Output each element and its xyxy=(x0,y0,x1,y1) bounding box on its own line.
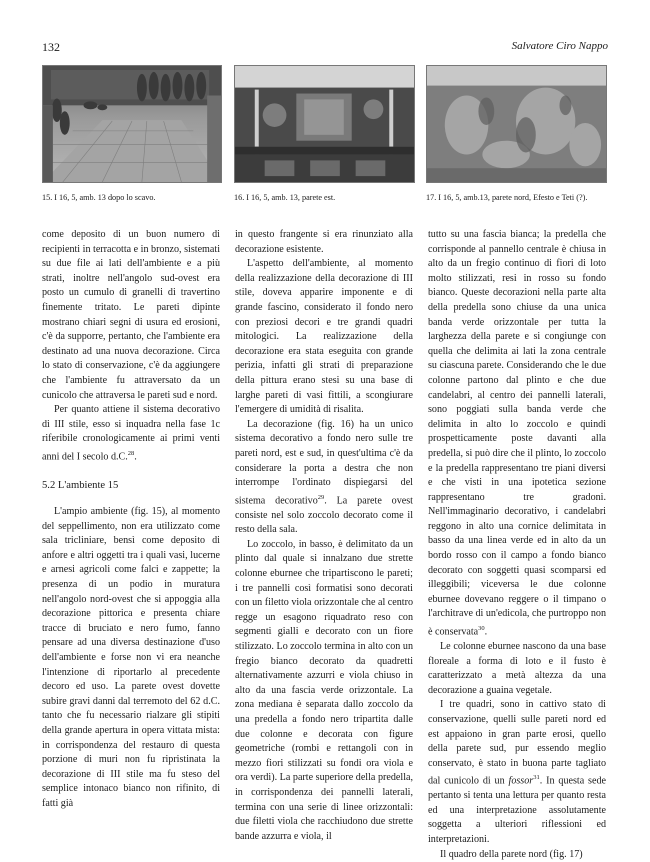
paragraph-text: . La parete ovest consiste nel solo zoccolo decorato come il resto della sala. xyxy=(235,495,413,536)
section-heading xyxy=(42,479,220,494)
figure-16-photo xyxy=(234,65,415,183)
paragraph-text: La decorazione (fig. 16) ha un unico sistema decorativo a fondo nero sulle tre pareti nord, est e sud, in quest'ultima c'è da considerare la porta a destra che non interrompe l'ordinato dispiegarsi del sistema decorativo xyxy=(235,418,413,507)
excavation-photo xyxy=(43,66,221,182)
page-number: 132 xyxy=(42,40,60,54)
paragraph xyxy=(428,228,606,640)
footnote-ref: 28 xyxy=(127,449,135,457)
figure-17 xyxy=(426,65,607,202)
paragraph xyxy=(42,403,220,465)
text-column-1 xyxy=(42,228,220,812)
footnote-ref: 29 xyxy=(317,493,325,501)
paragraph: in questo frangente si era rinunziato alla decorazione esistente. xyxy=(235,229,413,255)
figure-15 xyxy=(42,65,222,202)
paragraph: Lo zoccolo, in basso, è delimitato da un plinto dal quale si innalzano due strette colonne eburnee che tripartiscono le pareti; i tre pannelli così formatisi sono decorati con un filetto viola orizzontale che al centro regge un esagono riquadrato reso con segmenti gialli e decorato con un fiore stilizzato. Lo zoccolo termina in alto con un fregio bianco decorato da quadretti alternativamente azzurri e viola chiuso in alto da una fascia verde orizzontale. La zona mediana è separata dallo zoccolo da una predella a fondo nero tripartita dalle due colonne e decorata con figure geometriche (rombi e rettangoli con in mezzo fiori stilizzati su fondi ora viola e ora verdi). La parte superiore della predella, in corrispondenza dei pannelli laterali, termina con una serie di linee orizzontali: due filetti viola che racchiudono due strette bande azzurra e viola, il xyxy=(235,538,413,842)
paragraph-text: . In questa sede pertanto si tenta una lettura per quanto resta ed una interpretazione assolutamente soggetta a ulteriori riflessioni ed interpretazioni. xyxy=(428,775,606,846)
figure-16 xyxy=(234,65,415,202)
text-column-2 xyxy=(235,228,413,844)
figure-17-caption: 17. I 16, 5, amb.13, parete nord, Efesto e Teti (?). xyxy=(426,193,588,202)
paragraph-text: . xyxy=(134,451,137,463)
paragraph-text: tutto su una fascia bianca; la predella che corrisponde al pannello centrale è chiusa in alto da un fregio continuo di fiori di loto molto stilizzati, resi in rosso su fondo bianco. Queste decorazioni nella parte alta della predella sono chiuse da una unica banda verde orizzontale per tutta la larghezza della parete e si congiunge con quella che delimita ai lati la zona centrale su ciascuna parete. Considerando che le due colonne partono dal plinto e che due candelabri, al centro dei pannelli laterali, sono poggiati sulla banda verde che delimita in alto lo zoccolo e quindi prospetticamente poste davanti alla predella, si può dire che il plinto, lo zoccolo e la predella rappresentano tre piani diversi e che visti in una ipotetica sezione rappresentano tre gradoni. Nell'immaginario decorativo, i candelabri reggono in alto una cornice delimitata in basso da una linea verde ed in alto da un bordo rosso con il campo a fondo bianco decorato con soggetti quasi scomparsi ed illeggibili; viceversa le due colonne eburnee dovevano reggere o il timpano o l'architrave di un'edicola, che purtroppo non è conservata xyxy=(428,229,606,638)
paragraph: L'aspetto dell'ambiente, al momento della realizzazione della decorazione di III stile, doveva apparire imponente e di grande fascino, considerato il fondo nero con preziosi decori e tre grandi quadri mitologici. La realizzazione della decorazione era stata eseguita con grande perizia, infatti gli strati di preparazione della pittura erano stesi su una base di larghe pareti di vasi fittili, a scongiurare l'emergere di umidità di risalita. xyxy=(235,258,413,416)
wall-painting-photo xyxy=(235,66,414,182)
footnote-ref: 31 xyxy=(533,774,540,782)
paragraph-text: I tre quadri, sono in cattivo stato di conservazione, quelli sulle pareti nord ed est appaiono in gran parte erosi, quello della parete sud, pur essendo meglio conservato, è stato in buona parte tagliato dal cunicolo di un xyxy=(428,699,606,787)
running-head: Salvatore Ciro Nappo xyxy=(511,40,608,52)
text-column-3 xyxy=(428,228,606,862)
italic-term: fossor xyxy=(508,775,534,787)
paragraph-text: Per quanto attiene il sistema decorativo di III stile, esso si inquadra nella fase 1c riferibile cronologicamente ai primi venti anni del I secolo d.C. xyxy=(42,404,220,463)
figure-15-photo xyxy=(42,65,222,183)
fresco-photo xyxy=(427,66,606,182)
paragraph xyxy=(235,418,413,538)
section-heading-text: 5.2 L'ambiente 15 xyxy=(42,480,119,492)
figure-17-photo xyxy=(426,65,607,183)
page-header xyxy=(42,40,608,56)
paragraph xyxy=(428,698,606,847)
paragraph: Il quadro della parete nord (fig. 17) xyxy=(440,848,583,860)
figure-15-caption: 15. I 16, 5, amb. 13 dopo lo scavo. xyxy=(42,193,156,202)
paragraph: come deposito di un buon numero di recipienti in terracotta e in bronzo, sistemati su due file ai lati dell'ambiente e a più strati, inoltre nell'angolo sud-ovest era posto un cumulo di granelli di travertino finemente tritato. Le pareti dipinte mostrano chiari segni di usura ed erosioni, c'è da supporre, pertanto, che l'ambiente era destinato ad una nuova decorazione. Circa lo stato di conservazione, c'è da aggiungere che l'ambiente fu attraversato da un cunicolo che attraversa le pareti sud e nord. xyxy=(42,229,220,401)
paragraph: L'ampio ambiente (fig. 15), al momento del seppellimento, non era utilizzato come sala tricliniare, bensì come deposito di anfore e altri oggetti tra i quali vasi, lucerne e arnesi agricoli come falci e zappette; la presenza di un podio in muratura nell'angolo nord-ovest che si appoggia alla decorazione pittorica e presenta chiare tracce di bruciato e nero fumo, fanno pensare ad una diversa destinazione d'uso dell'ambiente e forse non vi era neanche l'intenzione di riportarlo al precedente decoro ed uso. La parete ovest dovette subire gravi danni dal terremoto del 62 d.C. tanto che fu necessario rialzare gli stipiti della grande apertura in opera vittata mista: in corrispondenza del restauro di questa porzione di muri non fu ripristinata la decorazione di III stile ma fu steso del semplice intonaco bianco non rifinito, di fatti già xyxy=(42,506,220,809)
paragraph: Le colonne eburnee nascono da una base floreale a forma di loto e il fusto è caratterizzato a metà altezza da una decorazione a guaina vegetale. xyxy=(428,640,606,696)
footnote-ref: 30 xyxy=(478,625,485,633)
figure-16-caption: 16. I 16, 5, amb. 13, parete est. xyxy=(234,193,336,202)
paragraph-text: . xyxy=(484,626,488,638)
